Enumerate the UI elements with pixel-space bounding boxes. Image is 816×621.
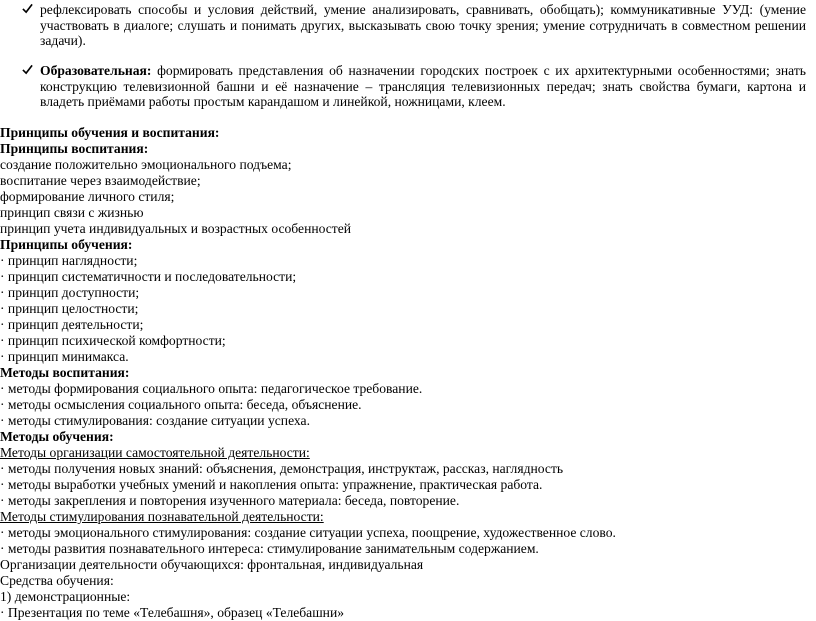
checkmark-icon (22, 64, 33, 75)
text-line: · Презентация по теме «Телебашня», образец «Телебашни» (0, 605, 345, 620)
text-line: · методы стимулирования: создание ситуации успеха. (0, 413, 310, 428)
goal-text (40, 63, 806, 110)
section-heading: Принципы воспитания: (0, 141, 149, 156)
text-line: Средства обучения: (0, 573, 114, 588)
text-line: · принцип деятельности; (0, 317, 144, 332)
text-line: · методы формирования социального опыта: педагогическое требование. (0, 381, 423, 396)
goal-text (40, 2, 806, 49)
text-line: воспитание через взаимодействие; (0, 173, 201, 188)
subsection-heading: Методы организации самостоятельной деятельности: (0, 445, 310, 460)
subsection-heading: Методы стимулирования познавательной деятельности: (0, 509, 324, 524)
goal-label: Образовательная: (40, 63, 152, 78)
principles-and-methods (0, 125, 810, 621)
section-heading: Принципы обучения и воспитания: (0, 125, 220, 140)
text-line: · принцип целостности; (0, 301, 139, 316)
section-heading: Методы обучения: (0, 429, 114, 444)
text-line: · принцип систематичности и последовательности; (0, 269, 297, 284)
text-line: · методы развития познавательного интереса: стимулирование занимательным содержанием. (0, 541, 539, 556)
checkmark-icon (22, 3, 33, 14)
text-line: · методы закрепления и повторения изученного материала: беседа, повторение. (0, 493, 460, 508)
text-line: · принцип наглядности; (0, 253, 138, 268)
text-line: · методы осмысления социального опыта: беседа, объяснение. (0, 397, 362, 412)
text-line: · принцип минимакса. (0, 349, 129, 364)
text-line: создание положительно эмоционального подъема; (0, 157, 292, 172)
text-line: · принцип психической комфортности; (0, 333, 226, 348)
text-line: · принцип доступности; (0, 285, 140, 300)
goal-body: рефлексировать способы и условия действий, умение анализировать, сравнивать, обобщать); коммуникативные УУД: (умение участвовать в диалоге; слушать и понимать других, высказывать свою точку зрения; умение сотрудничать в совместном решении задачи). (40, 2, 806, 49)
text-line: принцип связи с жизнью (0, 205, 144, 220)
text-line: Организации деятельности обучающихся: фронтальная, индивидуальная (0, 557, 424, 572)
text-line: формирование личного стиля; (0, 189, 175, 204)
section-heading: Принципы обучения: (0, 237, 133, 252)
text-line: 1) демонстрационные: (0, 589, 131, 604)
text-line: · методы выработки учебных умений и накопления опыта: упражнение, практическая работа. (0, 477, 543, 492)
section-heading: Методы воспитания: (0, 365, 130, 380)
text-line: · методы эмоционального стимулирования: создание ситуации успеха, поощрение, художественное слово. (0, 525, 616, 540)
goal-body: формировать представления об назначении городских построек с их архитектурными особенностями; знать конструкцию телевизионной башни и её назначение – трансляция телевизионных передач; знать свойства бумаги, картона и владеть приёмами работы простым карандашом и линейкой, ножницами, клеем. (40, 63, 806, 110)
text-line: · методы получения новых знаний: объяснения, демонстрация, инструктаж, рассказ, наглядность (0, 461, 564, 476)
text-line: принцип учета индивидуальных и возрастных особенностей (0, 221, 352, 236)
